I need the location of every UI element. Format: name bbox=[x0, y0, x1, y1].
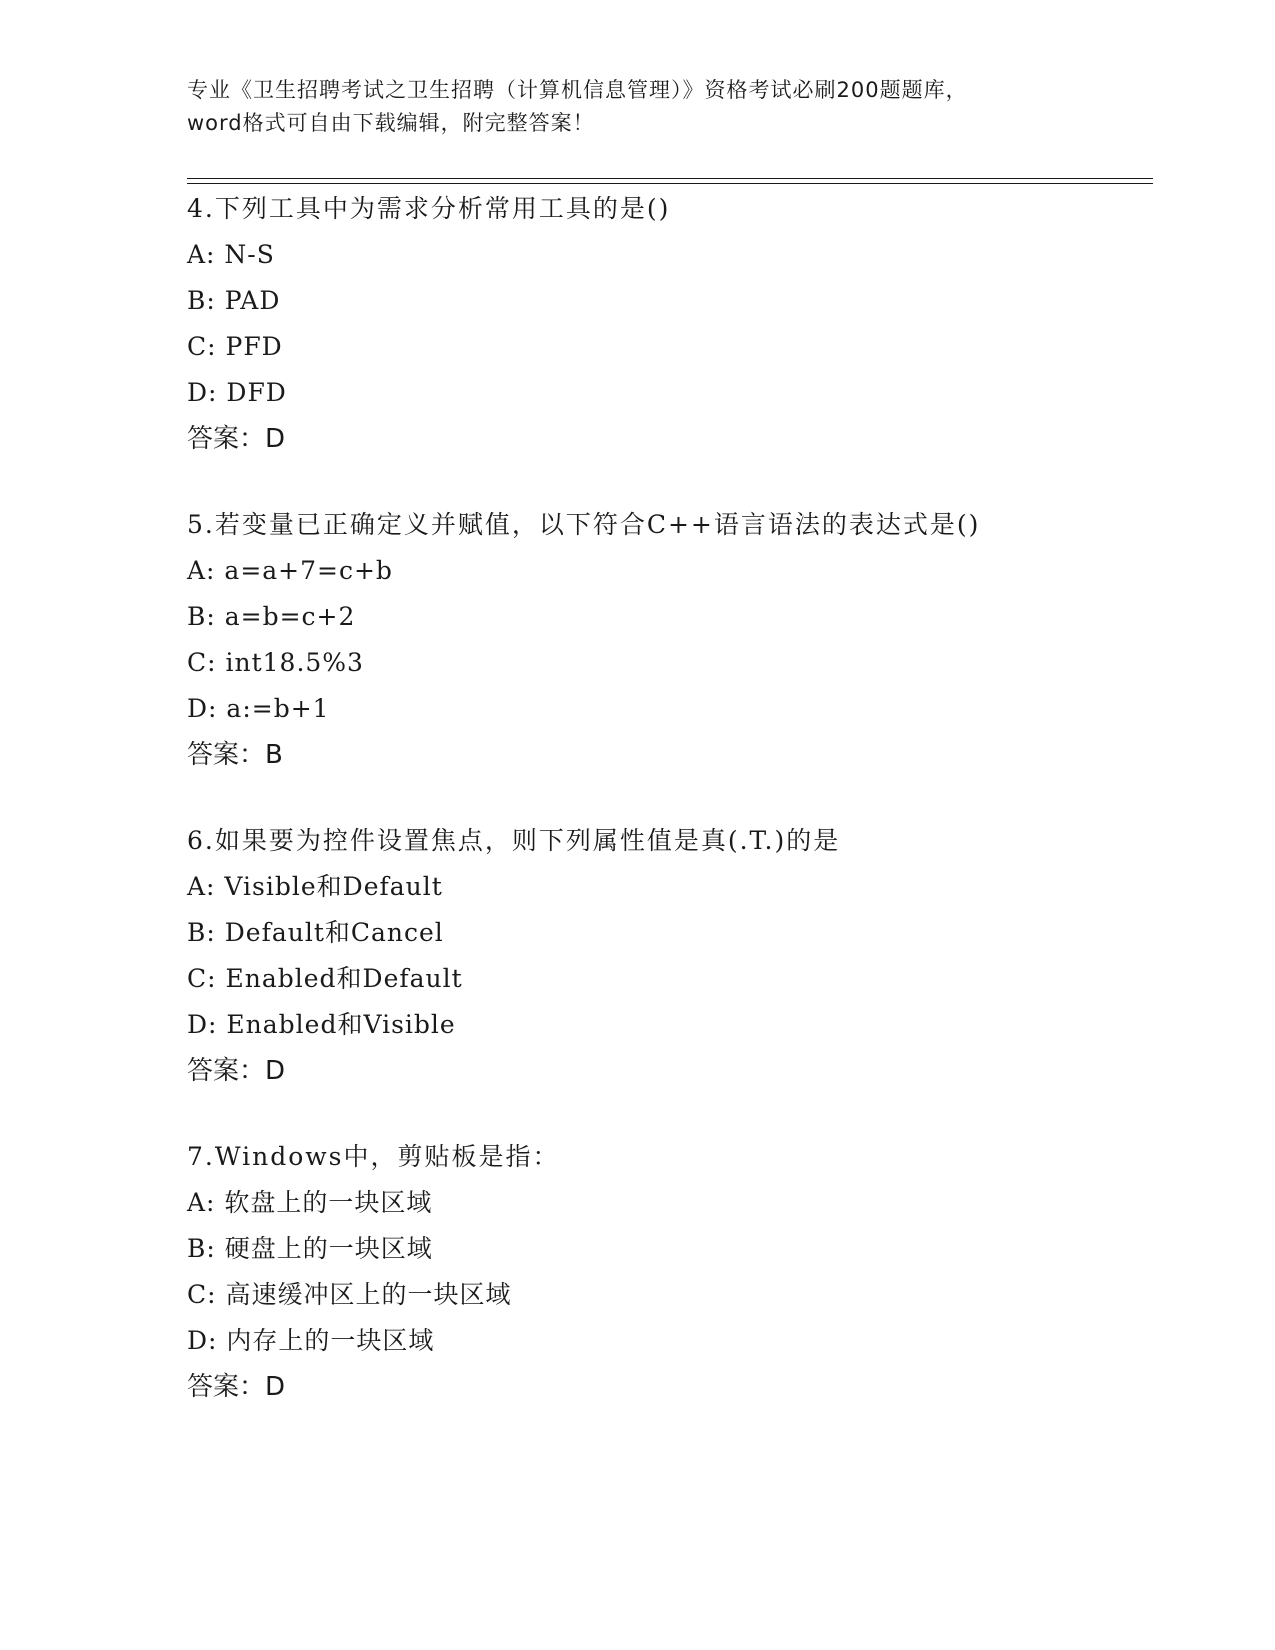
option-c: C: PFD bbox=[187, 332, 283, 361]
question-text: 6.如果要为控件设置焦点，则下列属性值是真(.T.)的是 bbox=[187, 826, 841, 855]
option-d: D: 内存上的一块区域 bbox=[187, 1326, 435, 1355]
option-a: A: N-S bbox=[187, 240, 275, 269]
option-c: C: 高速缓冲区上的一块区域 bbox=[187, 1280, 512, 1309]
question-text: 5.若变量已正确定义并赋值，以下符合C++语言语法的表达式是() bbox=[187, 510, 981, 539]
question-text: 7.Windows中，剪贴板是指： bbox=[187, 1142, 560, 1171]
document-header bbox=[187, 74, 1087, 140]
option-d: D: DFD bbox=[187, 378, 287, 407]
option-b: B: 硬盘上的一块区域 bbox=[187, 1234, 433, 1263]
option-b: B: PAD bbox=[187, 286, 281, 315]
question-block bbox=[187, 502, 1147, 778]
question-block bbox=[187, 1134, 1147, 1410]
question-block bbox=[187, 186, 1147, 462]
header-line-2: word格式可自由下载编辑，附完整答案！ bbox=[187, 111, 595, 135]
header-line-1: 专业《卫生招聘考试之卫生招聘（计算机信息管理）》资格考试必刷200题题库， bbox=[187, 78, 968, 102]
header-divider-top bbox=[187, 178, 1153, 179]
question-text: 4.下列工具中为需求分析常用工具的是() bbox=[187, 194, 671, 223]
answer-text: 答案：D bbox=[187, 1372, 286, 1402]
option-d: D: a:=b+1 bbox=[187, 694, 330, 723]
answer-text: 答案：B bbox=[187, 740, 283, 770]
option-c: C: int18.5%3 bbox=[187, 648, 364, 677]
option-c: C: Enabled和Default bbox=[187, 964, 463, 993]
question-block bbox=[187, 818, 1147, 1094]
header-divider-bottom bbox=[187, 183, 1153, 184]
option-b: B: a=b=c+2 bbox=[187, 602, 356, 631]
option-d: D: Enabled和Visible bbox=[187, 1010, 456, 1039]
option-a: A: a=a+7=c+b bbox=[187, 556, 393, 585]
answer-text: 答案：D bbox=[187, 1056, 286, 1086]
option-a: A: 软盘上的一块区域 bbox=[187, 1188, 433, 1217]
option-b: B: Default和Cancel bbox=[187, 918, 444, 947]
answer-text: 答案：D bbox=[187, 424, 286, 454]
option-a: A: Visible和Default bbox=[187, 872, 443, 901]
